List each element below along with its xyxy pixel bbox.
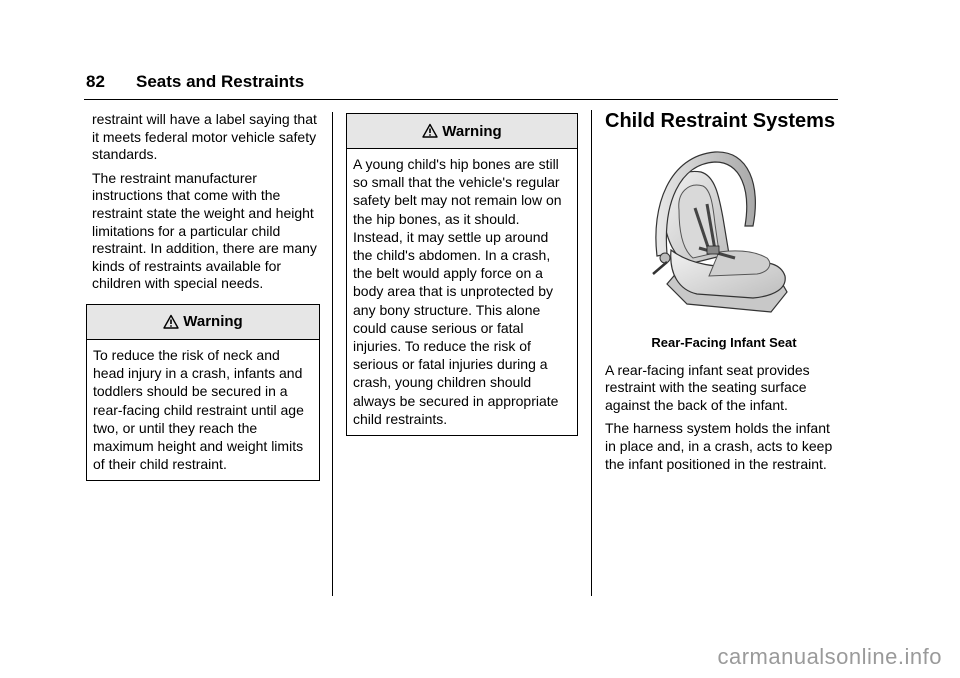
warning-box: [86, 304, 320, 481]
column-1: [92, 111, 318, 481]
warning-text: To reduce the risk of neck and head injury in a crash, infants and toddlers should be secured in a rear-facing child restraint until age two, or until they reach the maximum height and weight limits of their child restraint.: [93, 346, 304, 473]
column-divider-right: [591, 110, 592, 596]
page-number: 82: [86, 72, 105, 91]
infant-seat-illustration-icon: [649, 146, 799, 316]
column-3: [605, 110, 843, 479]
warning-text: A young child's hip bones are still so small that the vehicle's regular safety belt may not remain low on the hip bones, as it should. Instead, it may settle up around the child's abdomen. In a crash, the belt would apply force on a body area that is unprotected by any bony structure. This alone could cause serious or fatal injuries. To reduce the risk of serious or fatal injuries during a crash, young children should always be secured in appropriate child restraints.: [353, 156, 562, 427]
warning-header: [87, 305, 319, 340]
body-paragraph: A rear-facing infant seat provides restraint with the seating surface against the back of the infant.: [605, 361, 810, 413]
column-divider-left: [332, 112, 333, 596]
body-paragraph: The harness system holds the infant in place and, in a crash, acts to keep the infant positioned in the restraint.: [605, 420, 833, 472]
warning-box: [346, 113, 578, 436]
body-paragraph: restraint will have a label saying that it meets federal motor vehicle safety standards.: [92, 111, 317, 163]
warning-triangle-icon: [163, 314, 179, 330]
subsection-heading: Child Restraint Systems: [605, 110, 836, 132]
body-paragraph: The restraint manufacturer instructions that come with the restraint state the weight and height limitations for a particular child restraint. In addition, there are many kinds of restraints available for children with special needs.: [92, 169, 317, 292]
figure: [605, 146, 843, 316]
warning-header: [347, 114, 577, 149]
header-rule: [84, 99, 838, 100]
figure-caption: Rear-Facing Infant Seat: [651, 335, 797, 350]
column-2: [346, 113, 578, 436]
watermark-text: carmanualsonline.info: [717, 644, 942, 669]
warning-triangle-icon: [422, 123, 438, 139]
section-title: Seats and Restraints: [136, 72, 305, 91]
warning-title: Warning: [183, 313, 243, 331]
warning-title: Warning: [442, 122, 502, 140]
